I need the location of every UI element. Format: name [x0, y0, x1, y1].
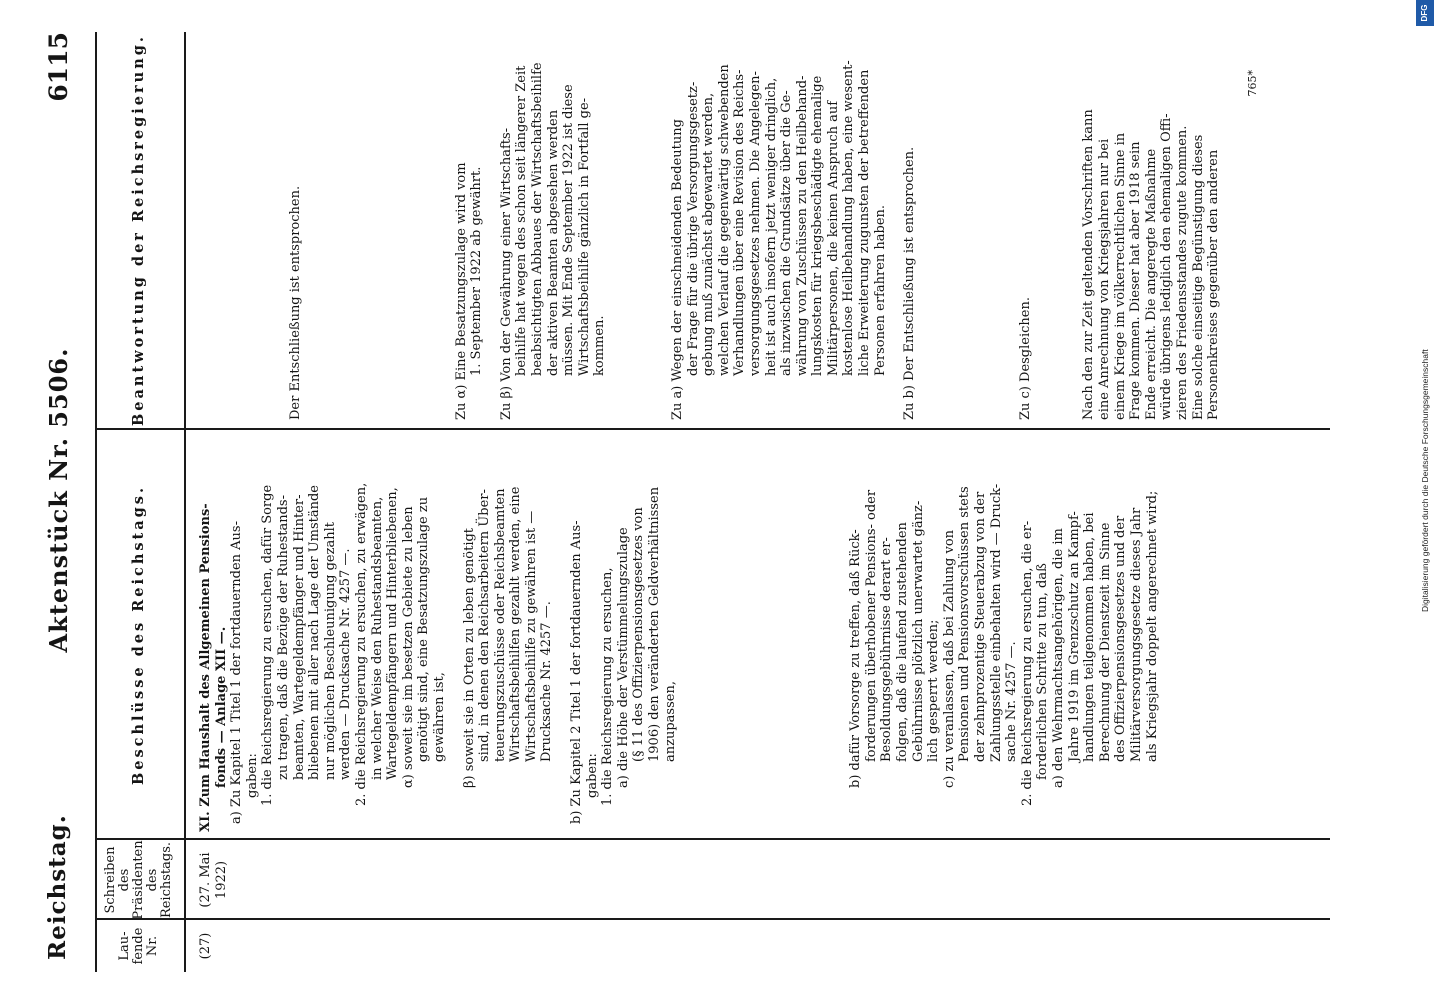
resolution-a2: 2. die Reichsregierung zu ersuchen, zu erwägen, in welcher Weise den Ruhestandsbeamten, Wartegeldempfängern und Hinterbliebenen, — [353, 482, 401, 806]
section-title: XI. Zum Haushalt des Allgemeinen Pensions- fonds — Anlage XII —. — [198, 503, 229, 832]
resolution-b1-c: c) zu veranlassen, daß bei Zahlung von Pensionen und Pensionsvorschüssen stets der zehnprozentige Steuerabzug von der Zahlungsstelle einbehalten wird — Druck- sache Nr. 4257 —. — [941, 483, 1020, 788]
entry-number: (27) — [198, 932, 213, 960]
resolution-a2-alpha: α) soweit sie im besetzen Gebiete zu leben genötigt sind, eine Besatzungszulage zu gewähren ist, — [400, 496, 447, 788]
table-top-rule — [95, 32, 97, 972]
column-divider-1 — [95, 919, 1330, 921]
answers-column — [198, 40, 1222, 420]
digitization-credit — [1416, 0, 1434, 1000]
answer-b1-c: Zu c) Desgleichen. — [1017, 297, 1033, 420]
column-divider-3 — [95, 429, 1330, 431]
answer-b1-a: Zu a) Wegen der einschneidenden Bedeutung der Frage für die übrige Versorgungsgesetz- gebung muß zunächst abgewartet werden, welchen Verlauf die gegenwärtig schwebenden Verhandlungen über eine Revision des Reichs- versorgungsgesetzes nehmen. Die Angelegen- heit ist auch insofern jetzt weniger dringlich, als inzwischen die Grundsätze über die Ge- währung von Zuschüssen zu den Heilbehand- lungskosten für kriegsbeschädigte ehemalige Militärpersonen, die keinen Anspruch auf kostenlose Heilbehandlung haben, eine wesent- liche Erweiterung zugunsten der betreffenden Personen erfahren haben. — [669, 60, 888, 420]
column-header-resolutions: Beschlüsse des Reichstags. — [130, 485, 147, 786]
resolution-b1-a: a) die Höhe der Verstümmelungszulage (§ 11 des Offizierpensionsgesetzes von 1906) den veränderten Geldverhältnissen anzupassen, — [615, 486, 678, 788]
answer-a2-beta: Zu β) Von der Gewährung einer Wirtschafts- beihilfe hat wegen des schon seit längerer Zeit beabsichtigten Abbaues der Wirtschaftsbeihilfe der aktiven Beamten abgesehen werden müssen. Mit Ende September 1922 ist diese Wirtschaftsbeihilfe gänzlich in Fortfall ge- kommen. — [498, 62, 608, 420]
header-page-number: 6115 — [44, 32, 73, 102]
resolutions-column — [198, 436, 1160, 832]
answer-a2-alpha: Zu α) Eine Besatzungszulage wird vom 1. September 1922 ab gewährt. — [453, 162, 485, 420]
section-a-heading: a) Zu Kapitel 1 Titel 1 der fortdauernden Aus- gaben: — [229, 521, 260, 824]
dfg-logo: DFG — [1416, 0, 1434, 26]
header-document-number: Aktenstück Nr. 5506. — [44, 347, 73, 653]
resolution-a2-beta: β) soweit sie in Orten zu leben genötigt sind, in denen den Reichsarbeitern Über- teuerungszuschüsse oder Reichsbeamten Wirtschaftsbeihilfen gezahlt werden, eine Wirtschaftsbeihilfe zu gewähren ist — Drucksache Nr. 4257 —. — [461, 486, 555, 788]
resolution-b1: 1. die Reichsregierung zu ersuchen, — [600, 567, 616, 806]
column-header-letter: Schreiben des Präsidenten des Reichstags. — [103, 840, 174, 920]
header-left: Reichstag. — [44, 814, 71, 960]
resolution-b2: 2. die Reichsregierung zu ersuchen, die er- forderlichen Schritte zu tun, daß — [1019, 520, 1051, 806]
resolution-b2-a: a) den Wehrmachtsangehörigen, die im Jahre 1919 im Grenzschutz an Kampf- handlungen teilgenommen haben, bei Berechnung der Dienstzeit im Sinne des Offizierpensionsgesetzes und der Militärversorgungsgesetze dieses Jahr als Kriegsjahr doppelt angerechnet wird; — [1050, 490, 1160, 788]
answer-b1-b: Zu b) Der Entschließung ist entsprochen. — [902, 146, 918, 420]
credit-text: Digitalisierung gefördert durch die Deutsche Forschungsgemeinschaft — [1420, 349, 1430, 612]
column-header-answers: Beantwortung der Reichsregierung. — [130, 34, 147, 426]
entry-date: (27. Mai 1922) — [198, 852, 229, 908]
table-header-rule — [184, 32, 186, 972]
answer-a1: Der Entschließung ist entsprochen. — [288, 185, 303, 420]
footer-sheet-number: 765* — [1246, 70, 1259, 97]
column-header-nr: Lau- fende Nr. — [117, 927, 160, 965]
column-divider-2 — [95, 839, 1330, 841]
resolution-a1: 1. die Reichsregierung zu ersuchen, dafür Sorge zu tragen, daß die Bezüge der Ruhestands- beamten, Wartegeldempfänger und Hinter- bliebenen mit aller nach Lage der Umstände nur möglichen Beschleunigung gezahlt werden — Drucksache Nr. 4257 —. — [260, 484, 354, 806]
resolution-b1-b: b) dafür Vorsorge zu treffen, daß Rück- forderungen überhobener Pensions- oder Besoldungsgebührnisse derart er- folgen, daß die laufend zustehenden Gebührnisse plötzlich unerwartet gänz- lich gesperrt werden; — [848, 489, 942, 788]
section-b-heading: b) Zu Kapitel 2 Titel 1 der fortdauernden Aus- gaben: — [569, 520, 600, 824]
answer-b2-a: Nach den zur Zeit geltenden Vorschriften kann eine Anrechnung von Kriegsjahren nur bei einem Kriege im völkerrechtlichen Sinne in Frage kommen. Dieser hat aber 1918 sein Ende erreicht. Die angeregte Maßnahme würde übrigens lediglich den ehemaligen Offi- zieren des Friedensstandes zugute kommen. Eine solche einseitige Begünstigung dieses Personenkreises gegenüber den anderen — [1081, 109, 1222, 420]
